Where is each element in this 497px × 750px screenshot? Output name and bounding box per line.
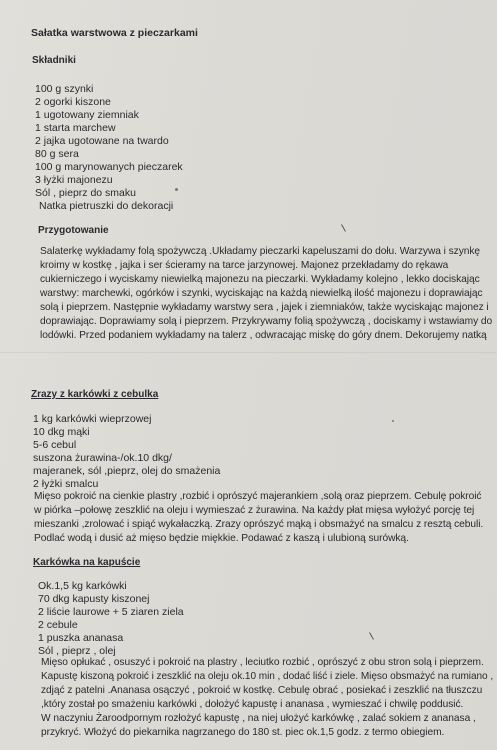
ingredients-heading: Składniki (32, 55, 76, 66)
ingredient-item: 1 ugotowany ziemniak (35, 109, 139, 121)
preparation-line: Salaterkę wykładamy folą spożywczą .Układamy pieczarki kapeluszami do dołu. Warzywa i szynkę (40, 246, 481, 257)
preparation-line: Mięso opłukać , osuszyć i pokroić na plastry , leciutko rozbić , oprószyć z obu stron solą i pieprzem. (41, 657, 484, 668)
ingredient-item: 10 dkg mąki (33, 426, 90, 438)
preparation-line: Mięso pokroić na cienkie plastry ,rozbić i oprószyć majerankiem ,solą oraz pieprzem. Cebulę pokroić (34, 491, 482, 502)
recipe-title: Zrazy z karkówki z cebulka (31, 389, 159, 400)
preparation-line: Kapustę kiszoną pokroić i zeszklić na oleju ok.10 min , dodać liść i ziele. Mięso obsmażyć na rumiano , (41, 671, 494, 682)
ingredient-item: suszona żurawina-/ok.10 dkg/ (33, 452, 172, 464)
ingredient-item: majeranek, sól ,pieprz, olej do smażenia (33, 465, 221, 477)
ingredient-item: 100 g marynowanych pieczarek (35, 161, 183, 173)
preparation-line: Podlać wodą i dusić aż mięso będzie miękkie. Podawać z kaszą i ulubioną surówką. (34, 533, 409, 544)
ingredient-item: 2 cebule (38, 619, 78, 631)
ingredient-item: 3 łyżki majonezu (35, 174, 113, 186)
preparation-line: solą i pieprzem. Następnie wykładamy warstwy sera , jajek i ziemniaków, także wyciskając majonez i (40, 302, 489, 313)
ingredient-item: Sól , pieprz do smaku (35, 187, 136, 199)
preparation-line: cukierniczego i wyciskamy niewielką majonezu na pieczarki. Wykładamy kolejno , lekko dociskając (40, 274, 480, 285)
ingredient-item: 100 g szynki (35, 83, 94, 95)
ingredient-item: 2 jajka ugotowane na twardo (35, 135, 169, 147)
ingredient-item: Sól , pieprz , olej (38, 645, 116, 657)
ingredient-item: 2 ogorki kiszone (35, 96, 111, 108)
ingredient-item: 1 starta marchew (35, 122, 116, 134)
ingredient-item: 1 puszka ananasa (38, 632, 124, 644)
ingredient-item: 5-6 cebul (33, 439, 77, 451)
preparation-line: przykryć. Włożyć do piekarnika nagrzanego do 180 st. piec ok.1,5 godz. z termo obiegiem. (41, 727, 445, 738)
ingredient-item: 2 liście laurowe + 5 ziaren ziela (38, 606, 184, 618)
paper-speck (175, 188, 178, 191)
paper-speck (392, 420, 394, 422)
preparation-line: w piórka –połowę zeszklić na oleju i wymieszać z żurawina. Na każdy płat mięsa wyłożyć porcję tej (34, 505, 475, 516)
preparation-line: warstwy: marchewki, ogórków i szynki, wyciskając na każdą niewielką ilość majonezu i doprawiając (40, 288, 483, 299)
preparation-line: zdjąć z patelni .Ananasa osączyć , pokroić w kostkę. Cebulę obrać , posiekać i zeszklić na tłuszczu (41, 685, 483, 696)
preparation-line: lodówki. Przed podaniem wykładamy na talerz , odwracając miskę do góry dnem. Dekorujemy natką (40, 330, 487, 341)
recipe-title: Karkówka na kapuście (33, 557, 141, 568)
preparation-line: mieszanki ,zrolować i spiąć wykałaczką. Zrazy oprószyć mąką i obsmażyć na smalcu z resztą cebuli. (34, 519, 484, 530)
preparation-line: doprawiając. Doprawiamy solą i pieprzem. Przykrywamy folią spożywczą , dociskamy i wstawiamy do (40, 316, 493, 327)
ingredient-item: Ok.1,5 kg karkówki (38, 580, 127, 592)
ingredient-item: 80 g sera (35, 148, 79, 160)
ingredient-item: 1 kg karkówki wieprzowej (33, 413, 152, 425)
paper-fold-line (0, 352, 497, 353)
paper-hair (341, 224, 346, 231)
ingredient-item: 2 łyżki smalcu (33, 478, 99, 490)
recipe-title: Sałatka warstwowa z pieczarkami (31, 27, 198, 39)
ingredient-item: 70 dkg kapusty kiszonej (38, 593, 150, 605)
preparation-line: kroimy w kostkę , jajka i ser ścieramy na tarce jarzynowej. Majonez przekładamy do rękawa (40, 260, 449, 271)
paper-hair (369, 632, 374, 639)
preparation-line: W naczyniu Żaroodpornym rozłożyć kapustę , na niej ułożyć karkówkę , zalać sokiem z ananasa , (41, 713, 476, 724)
ingredient-item: Natka pietruszki do dekoracji (39, 200, 174, 212)
preparation-heading: Przygotowanie (38, 225, 109, 236)
preparation-line: ,który został po smażeniu karkówki , dołożyć kapustę i ananasa , wymieszać i chwilę poddusić. (41, 699, 464, 710)
